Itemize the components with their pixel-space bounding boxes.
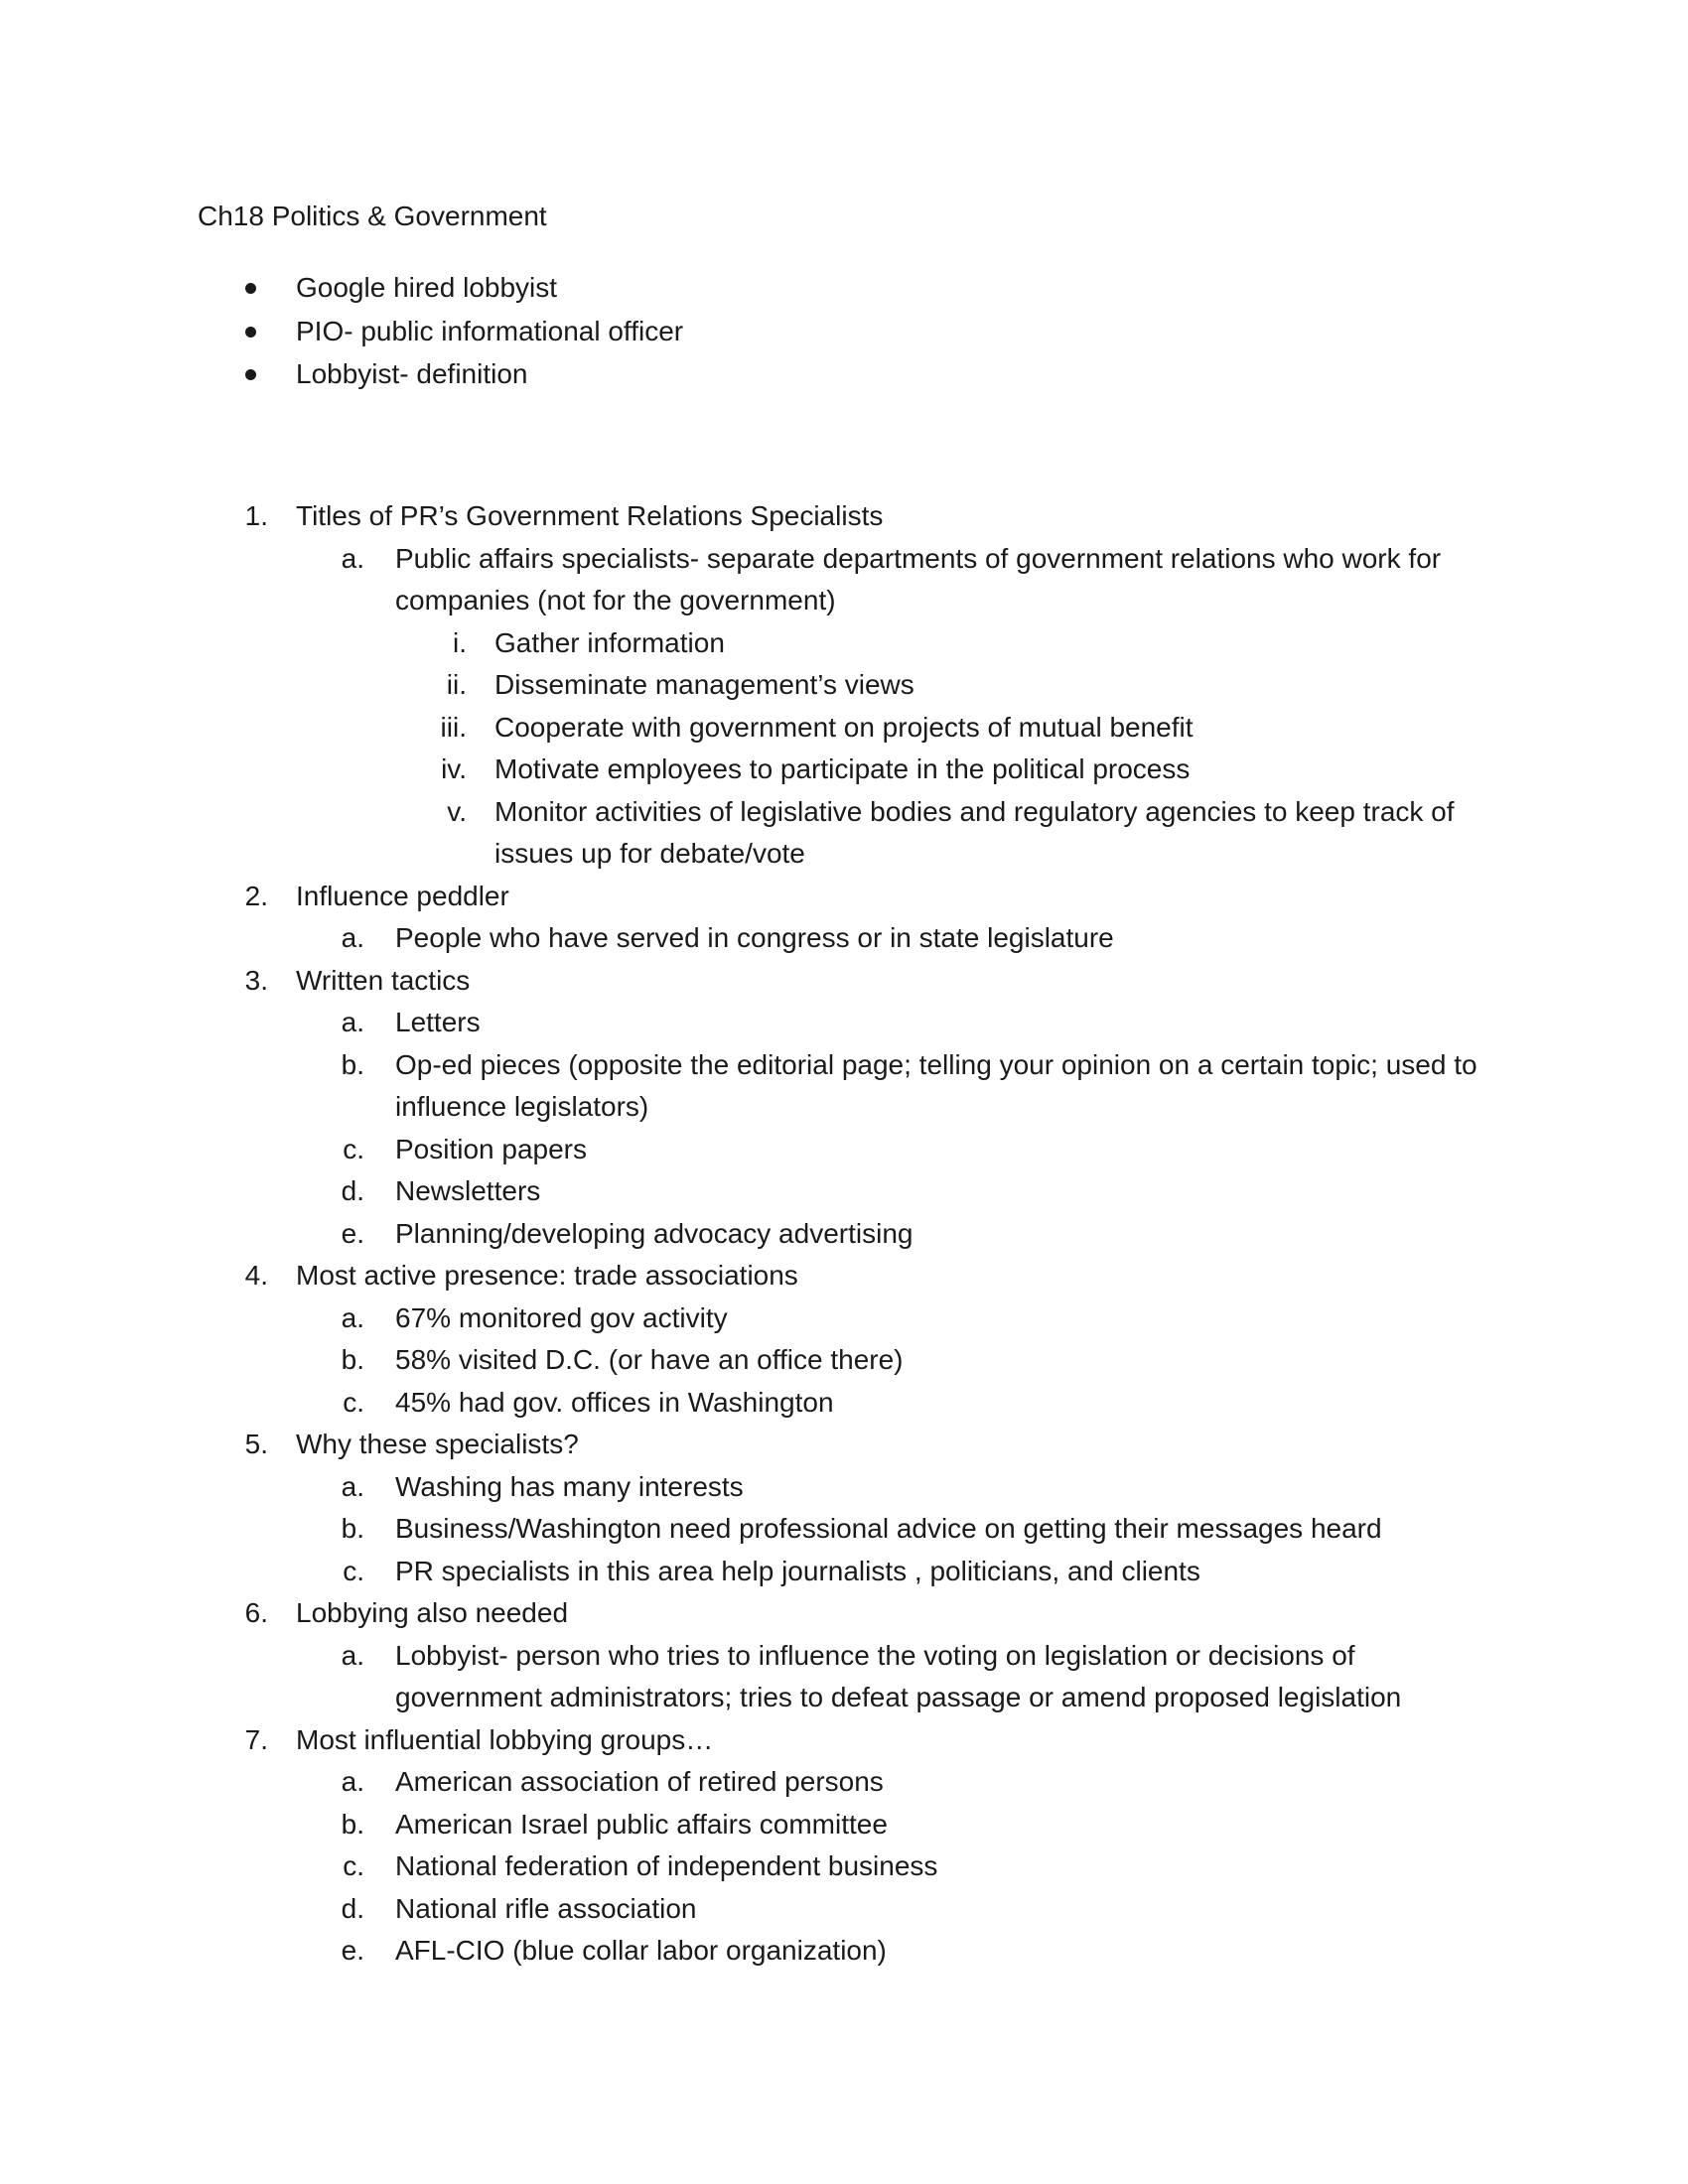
outline-item-level-2 xyxy=(0,1129,1688,1171)
bullet-item xyxy=(0,311,1688,354)
bullet-icon xyxy=(245,327,256,338)
outline-text: Titles of PR’s Government Relations Specialists xyxy=(296,500,884,531)
outline-item-level-1 xyxy=(0,1424,1688,1466)
outline-item-level-1 xyxy=(0,876,1688,918)
outline-text: PR specialists in this area help journalists , politicians, and clients xyxy=(395,1555,1200,1586)
outline-text: People who have served in congress or in state legislature xyxy=(395,922,1114,953)
outline-text: Planning/developing advocacy advertising xyxy=(395,1217,914,1249)
outline-marker: iii. xyxy=(440,711,467,743)
outline-marker: v. xyxy=(447,795,467,827)
outline-marker: ii. xyxy=(446,669,467,700)
outline-marker: a. xyxy=(341,1301,364,1333)
numbered-outline xyxy=(0,495,1688,1973)
outline-item-level-2 xyxy=(0,1044,1688,1129)
bullet-icon xyxy=(245,369,256,380)
outline-text: Motivate employees to participate in the political process xyxy=(494,753,1191,784)
outline-item-level-2 xyxy=(0,1508,1688,1551)
outline-item-level-2 xyxy=(0,538,1688,622)
outline-text: Lobbyist- person who tries to influence the voting on legislation or decisions of government administrators; tries to defeat passage or amend proposed legislation xyxy=(395,1639,1402,1712)
outline-marker: b. xyxy=(341,1344,364,1375)
outline-marker: e. xyxy=(341,1935,364,1966)
outline-marker: 4. xyxy=(244,1260,268,1291)
outline-text: 58% visited D.C. (or have an office there) xyxy=(395,1344,904,1375)
outline-item-level-2 xyxy=(0,1888,1688,1931)
outline-item-level-2 xyxy=(0,1635,1688,1719)
outline-marker: iv. xyxy=(441,753,467,784)
bullet-icon xyxy=(245,283,256,294)
outline-marker: 3. xyxy=(244,964,268,996)
outline-text: Influence peddler xyxy=(296,880,509,911)
outline-item-level-1 xyxy=(0,1255,1688,1297)
outline-text: Disseminate management’s views xyxy=(494,669,914,700)
outline-item-level-2 xyxy=(0,1002,1688,1044)
outline-text: Cooperate with government on projects of mutual benefit xyxy=(494,711,1194,743)
outline-marker: a. xyxy=(341,922,364,953)
outline-text: AFL-CIO (blue collar labor organization) xyxy=(395,1935,887,1966)
bullet-item xyxy=(0,353,1688,397)
outline-text: Public affairs specialists- separate departments of government relations who work for companies (not for the government) xyxy=(395,542,1442,615)
outline-marker: a. xyxy=(341,1639,364,1671)
outline-item-level-3 xyxy=(0,791,1688,876)
outline-marker: c. xyxy=(343,1386,364,1418)
page-title: Ch18 Politics & Government xyxy=(198,201,547,231)
outline-item-level-2 xyxy=(0,1845,1688,1888)
outline-text: Washing has many interests xyxy=(395,1470,744,1502)
bullet-list xyxy=(0,267,1688,397)
outline-item-level-2 xyxy=(0,1170,1688,1213)
outline-marker: a. xyxy=(341,1470,364,1502)
bullet-text: Google hired lobbyist xyxy=(296,272,558,303)
outline-item-level-2 xyxy=(0,1930,1688,1973)
outline-marker: 6. xyxy=(244,1597,268,1628)
outline-text: Business/Washington need professional advice on getting their messages heard xyxy=(395,1513,1382,1544)
outline-item-level-1 xyxy=(0,1592,1688,1635)
outline-marker: d. xyxy=(341,1175,364,1206)
outline-text: Why these specialists? xyxy=(296,1429,579,1459)
outline-item-level-2 xyxy=(0,1761,1688,1804)
outline-marker: b. xyxy=(341,1048,364,1080)
outline-item-level-2 xyxy=(0,1382,1688,1425)
outline-marker: c. xyxy=(343,1555,364,1586)
outline-text: Most active presence: trade associations xyxy=(296,1260,798,1291)
outline-text: National federation of independent business xyxy=(395,1850,938,1881)
outline-text: Op-ed pieces (opposite the editorial page; telling your opinion on a certain topic; used to influence legislators) xyxy=(395,1048,1477,1122)
outline-text: Written tactics xyxy=(296,964,471,996)
outline-text: Lobbying also needed xyxy=(296,1597,569,1628)
outline-marker: a. xyxy=(341,542,364,574)
outline-item-level-3 xyxy=(0,664,1688,707)
outline-marker: a. xyxy=(341,1007,364,1037)
outline-item-level-2 xyxy=(0,917,1688,960)
outline-item-level-2 xyxy=(0,1551,1688,1593)
outline-text: Monitor activities of legislative bodies and regulatory agencies to keep track of issues up for debate/vote xyxy=(494,795,1455,869)
outline-item-level-3 xyxy=(0,749,1688,791)
outline-marker: d. xyxy=(341,1892,364,1924)
outline-item-level-2 xyxy=(0,1466,1688,1509)
outline-text: American association of retired persons xyxy=(395,1766,884,1797)
outline-marker: c. xyxy=(343,1850,364,1881)
outline-item-level-1 xyxy=(0,1719,1688,1762)
outline-marker: 2. xyxy=(244,880,268,911)
outline-item-level-2 xyxy=(0,1297,1688,1340)
outline-item-level-1 xyxy=(0,960,1688,1003)
bullet-text: Lobbyist- definition xyxy=(296,358,528,389)
outline-text: 45% had gov. offices in Washington xyxy=(395,1386,834,1418)
outline-text: Most influential lobbying groups… xyxy=(296,1723,714,1755)
outline-marker: 1. xyxy=(244,500,268,531)
outline-item-level-2 xyxy=(0,1339,1688,1382)
outline-item-level-3 xyxy=(0,622,1688,665)
outline-text: American Israel public affairs committee xyxy=(395,1808,888,1840)
outline-marker: c. xyxy=(343,1133,364,1164)
outline-marker: b. xyxy=(341,1808,364,1840)
outline-marker: 5. xyxy=(244,1429,268,1459)
bullet-item xyxy=(0,267,1688,311)
outline-item-level-2 xyxy=(0,1213,1688,1256)
outline-text: Position papers xyxy=(395,1133,588,1164)
outline-item-level-2 xyxy=(0,1804,1688,1846)
outline-item-level-1 xyxy=(0,495,1688,538)
outline-text: Newsletters xyxy=(395,1175,541,1206)
outline-marker: e. xyxy=(341,1217,364,1249)
outline-marker: a. xyxy=(341,1766,364,1797)
outline-item-level-3 xyxy=(0,707,1688,750)
outline-text: Letters xyxy=(395,1007,481,1037)
outline-marker: b. xyxy=(341,1513,364,1544)
outline-marker: 7. xyxy=(244,1723,268,1755)
bullet-text: PIO- public informational officer xyxy=(296,315,684,346)
outline-marker: i. xyxy=(453,626,467,658)
outline-text: National rifle association xyxy=(395,1892,697,1924)
outline-text: Gather information xyxy=(494,626,725,658)
outline-text: 67% monitored gov activity xyxy=(395,1301,728,1333)
